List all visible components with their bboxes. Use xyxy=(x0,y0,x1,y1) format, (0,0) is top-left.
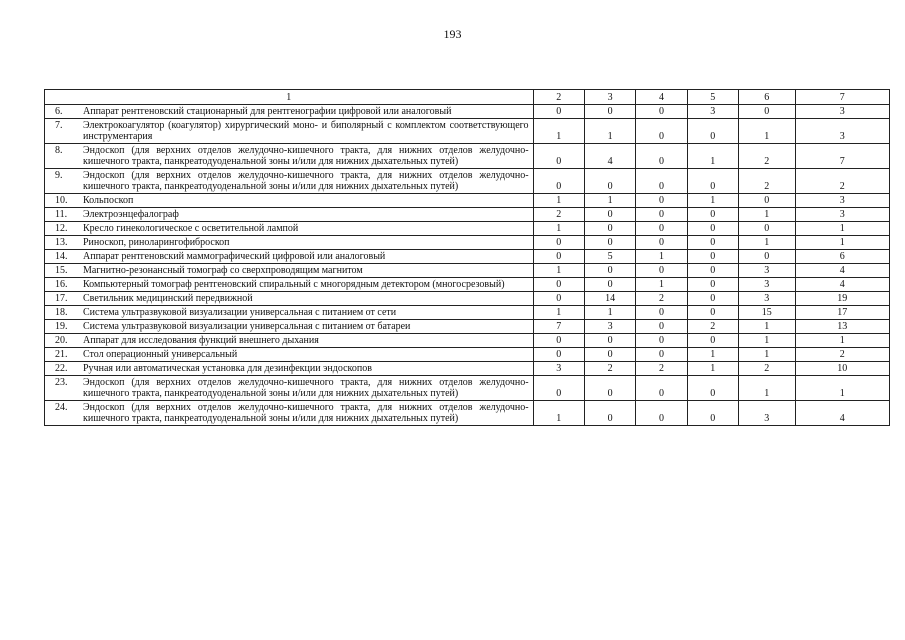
value-cell: 1 xyxy=(687,348,738,362)
value-cell: 0 xyxy=(636,105,687,119)
value-cell: 0 xyxy=(636,401,687,426)
value-cell: 2 xyxy=(687,320,738,334)
value-cell: 15 xyxy=(738,306,795,320)
value-cell: 1 xyxy=(584,119,635,144)
item-name: Эндоскоп (для верхних отделов желудочно-кишечного тракта, для нижних отделов желудочно-кишечного тракта, панкреатодуоденальной зоны и/или для нижних дыхательных путей) xyxy=(83,402,529,424)
row-number: 19. xyxy=(55,321,68,332)
value-cell: 1 xyxy=(738,334,795,348)
value-cell: 0 xyxy=(687,208,738,222)
value-cell: 1 xyxy=(687,144,738,169)
value-cell: 0 xyxy=(636,348,687,362)
value-cell: 1 xyxy=(738,208,795,222)
value-cell: 0 xyxy=(533,292,584,306)
value-cell: 2 xyxy=(795,348,889,362)
table-row xyxy=(45,105,890,119)
header-cell: 5 xyxy=(687,90,738,105)
value-cell: 1 xyxy=(584,194,635,208)
value-cell: 1 xyxy=(533,194,584,208)
value-cell: 0 xyxy=(687,222,738,236)
value-cell: 0 xyxy=(533,236,584,250)
item-name: Электроэнцефалограф xyxy=(83,209,179,220)
value-cell: 0 xyxy=(687,264,738,278)
value-cell: 1 xyxy=(738,376,795,401)
table-row xyxy=(45,119,890,144)
item-name-cell xyxy=(45,222,534,236)
value-cell: 7 xyxy=(795,144,889,169)
item-name-cell xyxy=(45,376,534,401)
item-name: Кольпоскоп xyxy=(83,195,134,206)
value-cell: 1 xyxy=(636,278,687,292)
value-cell: 0 xyxy=(636,144,687,169)
row-number: 9. xyxy=(55,170,63,181)
value-cell: 2 xyxy=(584,362,635,376)
value-cell: 1 xyxy=(795,236,889,250)
value-cell: 4 xyxy=(795,278,889,292)
value-cell: 2 xyxy=(533,208,584,222)
item-name: Аппарат рентгеновский стационарный для рентгенографии цифровой или аналоговый xyxy=(83,106,452,117)
row-number: 13. xyxy=(55,237,68,248)
value-cell: 3 xyxy=(738,278,795,292)
table-row xyxy=(45,306,890,320)
value-cell: 0 xyxy=(636,194,687,208)
value-cell: 0 xyxy=(584,236,635,250)
table-row xyxy=(45,194,890,208)
value-cell: 0 xyxy=(533,278,584,292)
value-cell: 1 xyxy=(636,250,687,264)
value-cell: 0 xyxy=(636,169,687,194)
item-name: Эндоскоп (для верхних отделов желудочно-кишечного тракта, для нижних отделов желудочно-кишечного тракта, панкреатодуоденальной зоны и/или для нижних дыхательных путей) xyxy=(83,170,529,192)
item-name: Аппарат рентгеновский маммографический цифровой или аналоговый xyxy=(83,251,386,262)
value-cell: 17 xyxy=(795,306,889,320)
value-cell: 4 xyxy=(584,144,635,169)
value-cell: 0 xyxy=(533,144,584,169)
equipment-table xyxy=(44,89,890,426)
value-cell: 3 xyxy=(738,292,795,306)
table-row xyxy=(45,264,890,278)
value-cell: 3 xyxy=(795,105,889,119)
value-cell: 1 xyxy=(533,306,584,320)
header-cell: 1 xyxy=(45,90,534,105)
value-cell: 0 xyxy=(687,236,738,250)
value-cell: 6 xyxy=(795,250,889,264)
value-cell: 0 xyxy=(687,169,738,194)
value-cell: 0 xyxy=(584,348,635,362)
item-name-cell xyxy=(45,208,534,222)
value-cell: 4 xyxy=(795,264,889,278)
row-number: 22. xyxy=(55,363,68,374)
row-number: 7. xyxy=(55,120,63,131)
item-name: Ручная или автоматическая установка для дезинфекции эндоскопов xyxy=(83,363,372,374)
value-cell: 1 xyxy=(738,236,795,250)
row-number: 21. xyxy=(55,349,68,360)
value-cell: 3 xyxy=(795,194,889,208)
value-cell: 1 xyxy=(533,264,584,278)
value-cell: 0 xyxy=(636,320,687,334)
value-cell: 0 xyxy=(533,105,584,119)
value-cell: 4 xyxy=(795,401,889,426)
value-cell: 3 xyxy=(795,119,889,144)
value-cell: 0 xyxy=(687,250,738,264)
value-cell: 0 xyxy=(636,306,687,320)
item-name-cell xyxy=(45,348,534,362)
value-cell: 0 xyxy=(584,222,635,236)
item-name: Кресло гинекологическое с осветительной лампой xyxy=(83,223,299,234)
item-name-cell xyxy=(45,119,534,144)
value-cell: 0 xyxy=(687,119,738,144)
row-number: 17. xyxy=(55,293,68,304)
item-name: Стол операционный универсальный xyxy=(83,349,238,360)
value-cell: 0 xyxy=(636,264,687,278)
value-cell: 0 xyxy=(533,348,584,362)
value-cell: 0 xyxy=(533,250,584,264)
value-cell: 0 xyxy=(738,222,795,236)
item-name: Аппарат для исследования функций внешнего дыхания xyxy=(83,335,319,346)
value-cell: 0 xyxy=(584,208,635,222)
value-cell: 1 xyxy=(795,376,889,401)
value-cell: 0 xyxy=(687,278,738,292)
value-cell: 0 xyxy=(584,169,635,194)
item-name-cell xyxy=(45,194,534,208)
row-number: 24. xyxy=(55,402,68,413)
value-cell: 0 xyxy=(533,334,584,348)
page-number: 193 xyxy=(443,27,462,41)
value-cell: 0 xyxy=(636,376,687,401)
value-cell: 2 xyxy=(738,362,795,376)
item-name-cell xyxy=(45,334,534,348)
table-header-row xyxy=(45,90,890,105)
value-cell: 3 xyxy=(687,105,738,119)
item-name: Компьютерный томограф рентгеновский спиральный с многорядным детектором (многосрезовый) xyxy=(83,279,505,290)
item-name-cell xyxy=(45,401,534,426)
table-row xyxy=(45,348,890,362)
row-number: 23. xyxy=(55,377,68,388)
table-row xyxy=(45,292,890,306)
value-cell: 0 xyxy=(533,169,584,194)
value-cell: 5 xyxy=(584,250,635,264)
item-name: Магнитно-резонансный томограф со сверхпроводящим магнитом xyxy=(83,265,363,276)
table-row xyxy=(45,169,890,194)
value-cell: 3 xyxy=(795,208,889,222)
table-row xyxy=(45,362,890,376)
value-cell: 0 xyxy=(584,278,635,292)
value-cell: 0 xyxy=(584,105,635,119)
value-cell: 10 xyxy=(795,362,889,376)
value-cell: 19 xyxy=(795,292,889,306)
item-name-cell xyxy=(45,105,534,119)
item-name: Система ультразвуковой визуализации универсальная с питанием от сети xyxy=(83,307,397,318)
table-row xyxy=(45,222,890,236)
value-cell: 0 xyxy=(687,306,738,320)
item-name: Электрокоагулятор (коагулятор) хирургический моно- и биполярный с комплектом соответствующего инструментария xyxy=(83,120,529,142)
value-cell: 0 xyxy=(687,292,738,306)
table-row xyxy=(45,376,890,401)
row-number: 10. xyxy=(55,195,68,206)
header-cell: 2 xyxy=(533,90,584,105)
value-cell: 1 xyxy=(795,334,889,348)
value-cell: 2 xyxy=(738,169,795,194)
item-name-cell xyxy=(45,264,534,278)
value-cell: 0 xyxy=(636,208,687,222)
row-number: 16. xyxy=(55,279,68,290)
value-cell: 3 xyxy=(738,264,795,278)
value-cell: 0 xyxy=(636,119,687,144)
value-cell: 0 xyxy=(584,264,635,278)
item-name-cell xyxy=(45,278,534,292)
item-name-cell xyxy=(45,250,534,264)
item-name-cell xyxy=(45,169,534,194)
value-cell: 1 xyxy=(738,348,795,362)
header-cell: 4 xyxy=(636,90,687,105)
row-number: 11. xyxy=(55,209,68,220)
value-cell: 0 xyxy=(636,222,687,236)
row-number: 14. xyxy=(55,251,68,262)
item-name-cell xyxy=(45,144,534,169)
item-name: Риноскоп, риноларингофиброскоп xyxy=(83,237,230,248)
value-cell: 1 xyxy=(738,320,795,334)
value-cell: 13 xyxy=(795,320,889,334)
table-row xyxy=(45,208,890,222)
value-cell: 1 xyxy=(738,119,795,144)
value-cell: 3 xyxy=(738,401,795,426)
value-cell: 0 xyxy=(738,250,795,264)
value-cell: 0 xyxy=(738,194,795,208)
table-row xyxy=(45,278,890,292)
value-cell: 0 xyxy=(687,376,738,401)
row-number: 18. xyxy=(55,307,68,318)
value-cell: 1 xyxy=(795,222,889,236)
table-row xyxy=(45,320,890,334)
value-cell: 3 xyxy=(584,320,635,334)
value-cell: 1 xyxy=(687,362,738,376)
value-cell: 3 xyxy=(533,362,584,376)
value-cell: 1 xyxy=(533,222,584,236)
row-number: 12. xyxy=(55,223,68,234)
row-number: 20. xyxy=(55,335,68,346)
row-number: 8. xyxy=(55,145,63,156)
table-row xyxy=(45,236,890,250)
table-row xyxy=(45,250,890,264)
item-name-cell xyxy=(45,306,534,320)
item-name: Светильник медицинский передвижной xyxy=(83,293,253,304)
item-name: Эндоскоп (для верхних отделов желудочно-кишечного тракта, для нижних отделов желудочно-кишечного тракта, панкреатодуоденальной зоны и/или для нижних дыхательных путей) xyxy=(83,377,529,399)
row-number: 6. xyxy=(55,106,63,117)
table-row xyxy=(45,334,890,348)
item-name-cell xyxy=(45,320,534,334)
value-cell: 0 xyxy=(687,334,738,348)
value-cell: 14 xyxy=(584,292,635,306)
value-cell: 0 xyxy=(636,236,687,250)
value-cell: 1 xyxy=(533,401,584,426)
item-name-cell xyxy=(45,236,534,250)
item-name-cell xyxy=(45,292,534,306)
header-cell: 6 xyxy=(738,90,795,105)
value-cell: 2 xyxy=(738,144,795,169)
value-cell: 2 xyxy=(636,362,687,376)
value-cell: 1 xyxy=(687,194,738,208)
value-cell: 2 xyxy=(795,169,889,194)
header-cell: 3 xyxy=(584,90,635,105)
value-cell: 0 xyxy=(584,334,635,348)
value-cell: 1 xyxy=(584,306,635,320)
value-cell: 0 xyxy=(584,401,635,426)
value-cell: 7 xyxy=(533,320,584,334)
item-name: Система ультразвуковой визуализации универсальная с питанием от батареи xyxy=(83,321,411,332)
item-name: Эндоскоп (для верхних отделов желудочно-кишечного тракта, для нижних отделов желудочно-кишечного тракта, панкреатодуоденальной зоны и/или для нижних дыхательных путей) xyxy=(83,145,529,167)
value-cell: 1 xyxy=(533,119,584,144)
header-cell: 7 xyxy=(795,90,889,105)
value-cell: 0 xyxy=(636,334,687,348)
value-cell: 0 xyxy=(533,376,584,401)
row-number: 15. xyxy=(55,265,68,276)
value-cell: 0 xyxy=(687,401,738,426)
table-row xyxy=(45,401,890,426)
table-row xyxy=(45,144,890,169)
item-name-cell xyxy=(45,362,534,376)
value-cell: 0 xyxy=(584,376,635,401)
value-cell: 0 xyxy=(738,105,795,119)
value-cell: 2 xyxy=(636,292,687,306)
